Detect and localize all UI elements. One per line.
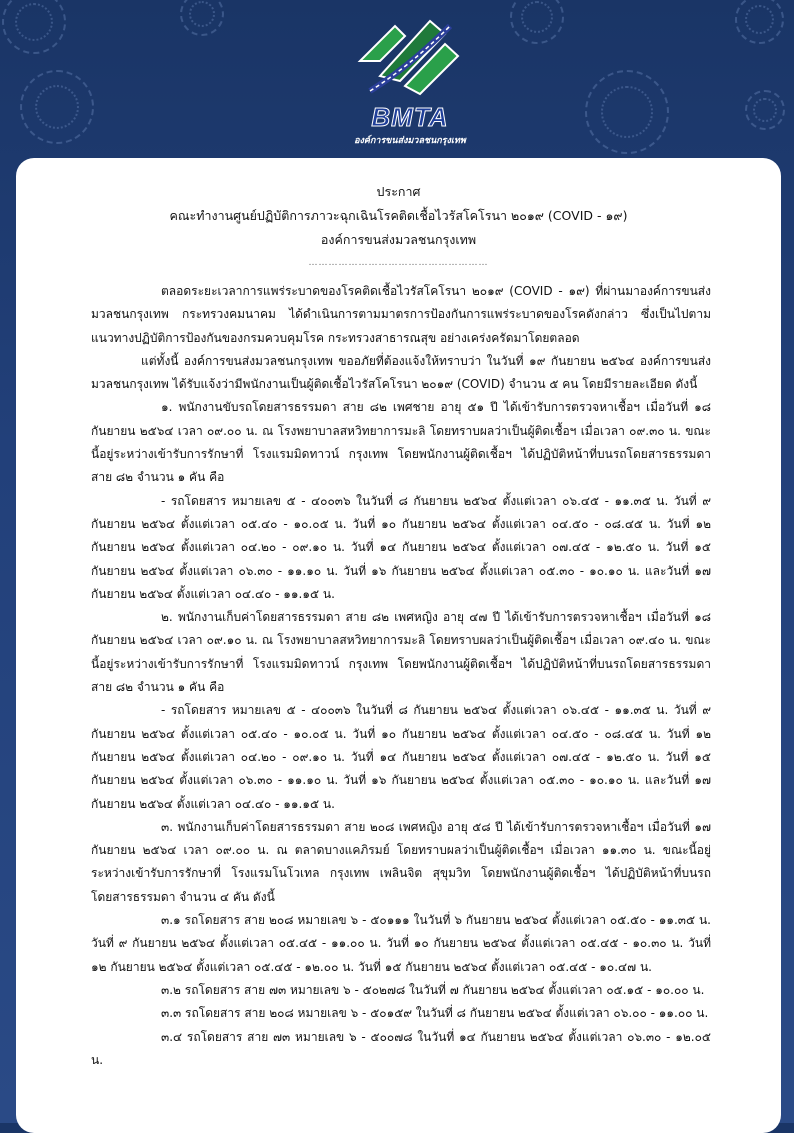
header-committee: คณะทำงานศูนย์ปฏิบัติการภาวะฉุกเฉินโรคติดเชื้อไวรัสโคโรนา ๒๐๑๙ (COVID - ๑๙) xyxy=(169,208,628,223)
virus-decoration xyxy=(745,90,785,130)
case-3-title: ๓. พนักงานเก็บค่าโดยสารธรรมดา สาย ๒๐๘ เพศหญิง อายุ ๕๘ ปี ได้เข้ารับการตรวจหาเชื้อฯ เมื่อวันที่ ๑๗ กันยายน ๒๕๖๔ เวลา ๐๙.๐๐ น. ณ ตลาดบางแคภิรมย์ โดยทราบผลว่าเป็นผู้ติดเชื้อฯ เมื่อเวลา ๑๑.๓๐ น. ขณะนี้อยู่ระหว่างเข้ารับการรักษาที่ โรงแรมโนโวเทล กรุงเทพ เพลินจิต สุขุมวิท โดยพนักงานผู้ติดเชื้อฯ ได้ปฏิบัติหน้าที่บนรถโดยสารธรรมดา จำนวน ๔ คัน ดังนี้ xyxy=(91,819,711,904)
header-title: ประกาศ xyxy=(376,184,421,199)
virus-decoration xyxy=(510,0,564,44)
header-org: องค์การขนส่งมวลชนกรุงเทพ xyxy=(320,232,477,247)
logo-subtitle: องค์การขนส่งมวลชนกรุงเทพ xyxy=(354,136,466,146)
announcement-paper xyxy=(16,158,781,1133)
virus-decoration xyxy=(180,0,224,36)
virus-decoration xyxy=(2,0,66,54)
intro-paragraph: ตลอดระยะเวลาการแพร่ระบาดของโรคติดเชื้อไวรัสโคโรนา ๒๐๑๙ (COVID - ๑๙) ที่ผ่านมาองค์การขนส่งมวลชนกรุงเทพ กระทรวงคมนาคม ได้ดำเนินการตามมาตรการป้องกันการแพร่ระบาดของโรคดังกล่าว ซึ่งเป็นไปตามแนวทางปฏิบัติการป้องกันของกรมควบคุมโรค กระทรวงสาธารณสุข อย่างเคร่งครัดมาโดยตลอด xyxy=(91,284,711,345)
case-2-title: ๒. พนักงานเก็บค่าโดยสารธรรมดา สาย ๘๒ เพศหญิง อายุ ๔๗ ปี ได้เข้ารับการตรวจหาเชื้อฯ เมื่อวันที่ ๑๘ กันยายน ๒๕๖๔ เวลา ๐๙.๑๐ น. ณ โรงพยาบาลสหวิทยาการมะลิ โดยทราบผลว่าเป็นผู้ติดเชื้อฯ เมื่อเวลา ๐๙.๔๐ น. ขณะนี้อยู่ระหว่างเข้ารับการรักษาที่ โรงแรมมิดทาวน์ กรุงเทพ โดยพนักงานผู้ติดเชื้อฯ ได้ปฏิบัติหน้าที่บนรถโดยสารธรรมดา สาย ๘๒ จำนวน ๑ คัน คือ xyxy=(91,610,711,695)
intro-notice: แต่ทั้งนี้ องค์การขนส่งมวลชนกรุงเทพ ขออภัยที่ต้องแจ้งให้ทราบว่า ในวันที่ ๑๙ กันยายน ๒๕๖๔ องค์การขนส่งมวลชนกรุงเทพ ได้รับแจ้งว่ามีพนักงานเป็นผู้ติดเชื้อไวรัสโคโรนา ๒๐๑๙ (COVID) จำนวน ๕ คน โดยมีรายละเอียด ดังนี้ xyxy=(91,353,711,392)
case-2-detail: - รถโดยสาร หมายเลข ๕ - ๔๐๐๓๖ ในวันที่ ๘ กันยายน ๒๕๖๔ ตั้งแต่เวลา ๐๖.๔๕ - ๑๑.๓๕ น. วันที่ ๙ กันยายน ๒๕๖๔ ตั้งแต่เวลา ๐๕.๔๐ - ๑๐.๐๕ น. วันที่ ๑๐ กันยายน ๒๕๖๔ ตั้งแต่เวลา ๐๔.๕๐ - ๐๘.๔๕ น. วันที่ ๑๒ กันยายน ๒๕๖๔ ตั้งแต่เวลา ๐๔.๒๐ - ๐๙.๑๐ น. วันที่ ๑๔ กันยายน ๒๕๖๔ ตั้งแต่เวลา ๐๗.๔๕ - ๑๒.๕๐ น. วันที่ ๑๕ กันยายน ๒๕๖๔ ตั้งแต่เวลา ๐๖.๓๐ - ๑๑.๑๐ น. วันที่ ๑๖ กันยายน ๒๕๖๔ ตั้งแต่เวลา ๐๕.๓๐ - ๑๐.๑๐ น. และวันที่ ๑๗ กันยายน ๒๕๖๔ ตั้งแต่เวลา ๐๔.๔๐ - ๑๑.๑๕ น. xyxy=(91,703,711,811)
virus-decoration xyxy=(735,0,784,44)
case-1-title: ๑. พนักงานขับรถโดยสารธรรมดา สาย ๘๒ เพศชาย อายุ ๕๑ ปี ได้เข้ารับการตรวจหาเชื้อฯ เมื่อวันที่ ๑๘ กันยายน ๒๕๖๔ เวลา ๐๙.๐๐ น. ณ โรงพยาบาลสหวิทยาการมะลิ โดยทราบผลว่าเป็นผู้ติดเชื้อฯ เมื่อเวลา ๐๙.๓๐ น. ขณะนี้อยู่ระหว่างเข้ารับการรักษาที่ โรงแรมมิดทาวน์ กรุงเทพ โดยพนักงานผู้ติดเชื้อฯ ได้ปฏิบัติหน้าที่บนรถโดยสารธรรมดา สาย ๘๒ จำนวน ๑ คัน คือ xyxy=(91,400,711,485)
announcement-header xyxy=(16,180,781,252)
case-3-bus-3: ๓.๓ รถโดยสาร สาย ๒๐๘ หมายเลข ๖ - ๕๐๑๕๙ ในวันที่ ๘ กันยายน ๒๕๖๔ ตั้งแต่เวลา ๐๖.๐๐ - ๑๑.๐๐ น. xyxy=(161,1006,709,1021)
case-3-bus-2: ๓.๒ รถโดยสาร สาย ๗๓ หมายเลข ๖ - ๕๐๒๗๘ ในวันที่ ๗ กันยายน ๒๕๖๔ ตั้งแต่เวลา ๐๕.๑๕ - ๑๐.๐๐ น. xyxy=(161,982,705,997)
virus-decoration xyxy=(20,70,94,144)
case-1-detail: - รถโดยสาร หมายเลข ๕ - ๔๐๐๓๖ ในวันที่ ๘ กันยายน ๒๕๖๔ ตั้งแต่เวลา ๐๖.๔๕ - ๑๑.๓๕ น. วันที่ ๙ กันยายน ๒๕๖๔ ตั้งแต่เวลา ๐๕.๔๐ - ๑๐.๐๕ น. วันที่ ๑๐ กันยายน ๒๕๖๔ ตั้งแต่เวลา ๐๔.๕๐ - ๐๘.๔๕ น. วันที่ ๑๒ กันยายน ๒๕๖๔ ตั้งแต่เวลา ๐๔.๒๐ - ๐๙.๑๐ น. วันที่ ๑๔ กันยายน ๒๕๖๔ ตั้งแต่เวลา ๐๗.๔๕ - ๑๒.๕๐ น. วันที่ ๑๕ กันยายน ๒๕๖๔ ตั้งแต่เวลา ๐๖.๓๐ - ๑๑.๑๐ น. วันที่ ๑๖ กันยายน ๒๕๖๔ ตั้งแต่เวลา ๐๕.๓๐ - ๑๐.๑๐ น. และวันที่ ๑๗ กันยายน ๒๕๖๔ ตั้งแต่เวลา ๐๔.๔๐ - ๑๑.๑๕ น. xyxy=(91,493,711,601)
header-divider: ……………………………………………… xyxy=(308,258,489,268)
logo-wordmark: BMTA xyxy=(371,102,449,132)
case-3-bus-4: ๓.๔ รถโดยสาร สาย ๗๓ หมายเลข ๖ - ๕๐๐๗๘ ในวันที่ ๑๔ กันยายน ๒๕๖๔ ตั้งแต่เวลา ๐๖.๓๐ - ๑๒.๐๕ น. xyxy=(91,1029,711,1067)
case-3-bus-1: ๓.๑ รถโดยสาร สาย ๒๐๘ หมายเลข ๖ - ๕๐๑๑๑ ในวันที่ ๖ กันยายน ๒๕๖๔ ตั้งแต่เวลา ๐๕.๕๐ - ๑๑.๓๕ น. วันที่ ๙ กันยายน ๒๕๖๔ ตั้งแต่เวลา ๐๕.๔๕ - ๑๑.๐๐ น. วันที่ ๑๐ กันยายน ๒๕๖๔ ตั้งแต่เวลา ๐๕.๔๕ - ๑๐.๓๐ น. วันที่ ๑๒ กันยายน ๒๕๖๔ ตั้งแต่เวลา ๐๕.๔๕ - ๑๒.๐๐ น. วันที่ ๑๕ กันยายน ๒๕๖๔ ตั้งแต่เวลา ๐๕.๔๕ - ๑๐.๔๗ น. xyxy=(91,913,711,974)
virus-decoration xyxy=(585,70,669,154)
bmta-logo xyxy=(350,6,470,146)
